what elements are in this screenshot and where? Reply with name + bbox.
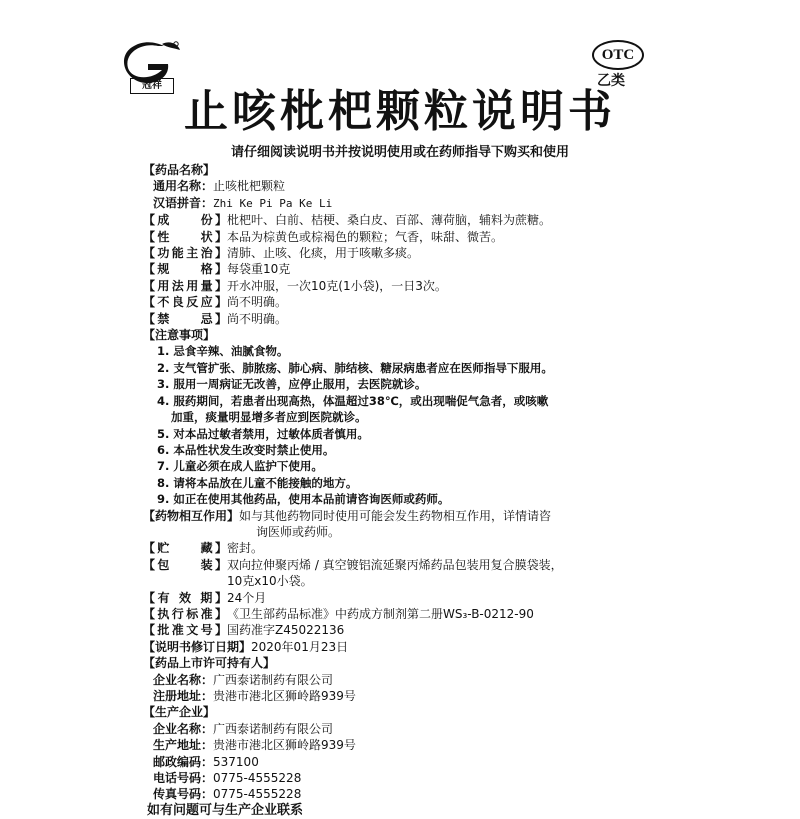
postal-code-row: 邮政编码：537100 bbox=[153, 754, 259, 769]
precaution-item: 7. 儿童必须在成人监护下使用。 bbox=[157, 459, 323, 474]
holder-address-row: 注册地址：贵港市港北区狮岭路939号 bbox=[153, 689, 356, 703]
drug-name-heading: 【药品名称】 bbox=[143, 163, 216, 177]
holder-heading: 【药品上市许可持有人】 bbox=[143, 656, 276, 671]
precaution-item: 1. 忌食辛辣、油腻食物。 bbox=[157, 344, 289, 359]
document-title: 止咳枇杷颗粒说明书 bbox=[184, 86, 616, 137]
leaflet-content bbox=[143, 162, 643, 819]
contraindication-row: 【禁 忌】尚不明确。 bbox=[143, 311, 288, 326]
interaction-row-continued: 询医师或药师。 bbox=[256, 524, 341, 539]
otc-class-label: 乙类 bbox=[597, 73, 625, 89]
precaution-item: 2. 支气管扩张、肺脓疡、肺心病、肺结核、糖尿病患者应在医师指导下服用。 bbox=[157, 360, 553, 375]
manufacturer-heading: 【生产企业】 bbox=[143, 705, 216, 720]
logo-text: 冠祥 bbox=[130, 78, 174, 94]
precautions-heading: 【注意事项】 bbox=[143, 328, 216, 343]
appearance-row: 【性 状】本品为棕黄色或棕褐色的颗粒；气香，味甜、微苦。 bbox=[143, 229, 504, 244]
package-row: 【包 装】双向拉伸聚丙烯 / 真空镀铝流延聚丙烯药品包装用复合膜袋装， bbox=[143, 557, 563, 572]
approval-row: 【批准文号】国药准字Z45022136 bbox=[143, 623, 345, 638]
precaution-item: 6. 本品性状发生改变时禁止使用。 bbox=[157, 442, 335, 457]
composition-row: 【成 份】枇杷叶、白前、桔梗、桑白皮、百部、薄荷脑，辅料为蔗糖。 bbox=[143, 213, 552, 228]
revision-row: 【说明书修订日期】2020年01月23日 bbox=[143, 639, 349, 654]
precaution-item: 8. 请将本品放在儿童不能接触的地方。 bbox=[157, 475, 358, 490]
package-row-continued: 10克x10小袋。 bbox=[227, 574, 313, 589]
precaution-item: 9. 如正在使用其他药品，使用本品前请咨询医师或药师。 bbox=[157, 492, 450, 507]
document-subtitle: 请仔细阅读说明书并按说明使用或在药师指导下购买和使用 bbox=[230, 145, 569, 160]
interaction-row: 【药物相互作用】如与其他药物同时使用可能会发生药物相互作用，详情请咨 bbox=[143, 508, 552, 523]
fax-row: 传真号码：0775-4555228 bbox=[153, 787, 302, 802]
spec-row: 【规 格】每袋重10克 bbox=[143, 262, 291, 277]
precaution-item-continued: 加重，痰量明显增多者应到医院就诊。 bbox=[171, 410, 367, 425]
precaution-item: 4. 服药期间，若患者出现高热，体温超过38℃，或出现喘促气急者，或咳嗽 bbox=[157, 393, 549, 408]
pinyin-row: 汉语拼音：Zhi Ke Pi Pa Ke Li bbox=[153, 195, 333, 210]
precaution-item: 5. 对本品过敏者禁用，过敏体质者慎用。 bbox=[157, 426, 369, 441]
manufacturer-company-row: 企业名称：广西泰诺制药有限公司 bbox=[153, 721, 334, 736]
indication-row: 【功能主治】清肺、止咳、化痰，用于咳嗽多痰。 bbox=[143, 246, 420, 261]
holder-company-row: 企业名称：广西泰诺制药有限公司 bbox=[153, 672, 334, 687]
adverse-row: 【不良反应】尚不明确。 bbox=[143, 295, 288, 310]
contact-footer: 如有问题可与生产企业联系 bbox=[147, 802, 304, 818]
validity-row: 【有 效 期】24个月 bbox=[143, 590, 267, 605]
manufacturer-address-row: 生产地址：贵港市港北区狮岭路939号 bbox=[153, 738, 356, 753]
standard-row: 【执行标准】《卫生部药品标准》中药成方制剂第二册WS₃-B-0212-90 bbox=[143, 606, 534, 621]
precaution-item: 3. 服用一周病证无改善，应停止服用，去医院就诊。 bbox=[157, 377, 427, 392]
phone-row: 电话号码：0775-4555228 bbox=[153, 771, 302, 786]
common-name-row: 通用名称：止咳枇杷颗粒 bbox=[153, 179, 286, 194]
storage-row: 【贮 藏】密封。 bbox=[143, 541, 264, 556]
otc-badge: OTC bbox=[592, 40, 644, 70]
dosage-row: 【用法用量】开水冲服，一次10克(1小袋)，一日3次。 bbox=[143, 278, 447, 293]
